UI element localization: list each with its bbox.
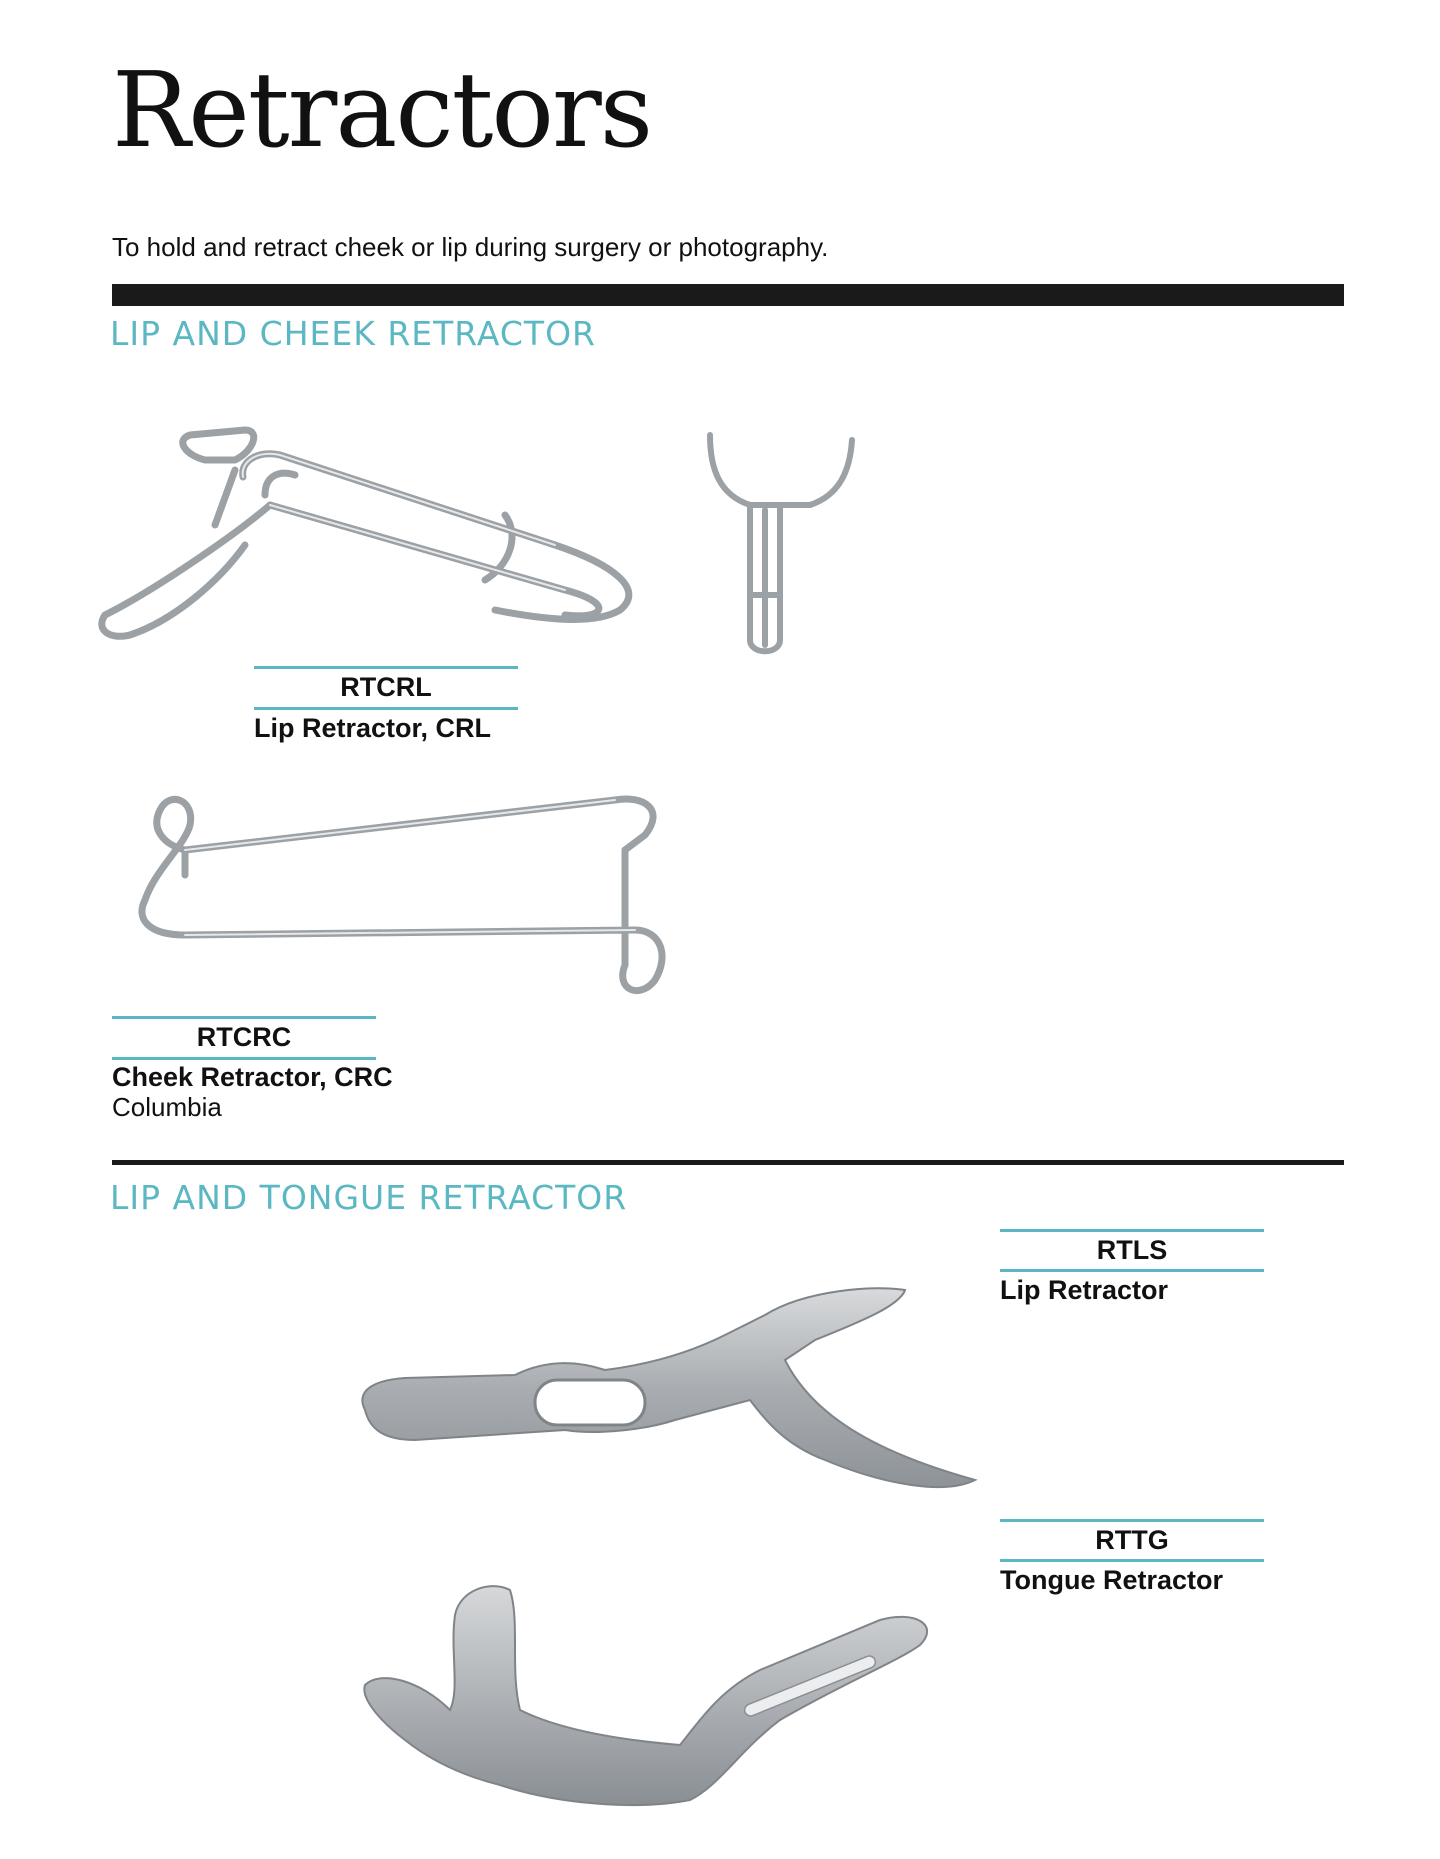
page-title: Retractors: [112, 49, 652, 171]
rtcrc-rule-bottom: [112, 1057, 376, 1060]
rtcrl-code: RTCRL: [340, 672, 432, 702]
section-title-lip-cheek: LIP AND CHEEK RETRACTOR: [110, 314, 596, 353]
rtls-code: RTLS: [1096, 1235, 1168, 1265]
rttg-code: RTTG: [1095, 1525, 1169, 1555]
rtls-rule-top: [1000, 1229, 1264, 1232]
rtcrc-rule-top: [112, 1016, 376, 1019]
rtcrc-subtitle: Columbia: [112, 1092, 222, 1122]
rttg-name: Tongue Retractor: [1000, 1565, 1224, 1595]
rtls-image: [345, 1280, 985, 1510]
rtcrl-front-image: [700, 430, 860, 660]
rtcrc-image: [125, 790, 685, 1010]
rttg-rule-bottom: [1000, 1559, 1264, 1562]
rtcrl-side-image: [95, 415, 695, 675]
section-divider-middle: [112, 1160, 1344, 1165]
rtcrc-name: Cheek Retractor, CRC: [112, 1062, 393, 1092]
section-divider-top: [112, 284, 1344, 306]
rtls-name: Lip Retractor: [1000, 1275, 1169, 1305]
rtls-rule-bottom: [1000, 1269, 1264, 1272]
rtcrc-code: RTCRC: [196, 1022, 292, 1052]
page-intro: To hold and retract cheek or lip during surgery or photography.: [112, 232, 829, 262]
rttg-image: [360, 1570, 940, 1820]
rtcrl-rule-bottom: [254, 707, 518, 710]
section-title-lip-tongue: LIP AND TONGUE RETRACTOR: [110, 1178, 628, 1217]
rtcrl-rule-top: [254, 666, 518, 669]
rttg-rule-top: [1000, 1519, 1264, 1522]
rtcrl-name: Lip Retractor, CRL: [254, 713, 492, 743]
